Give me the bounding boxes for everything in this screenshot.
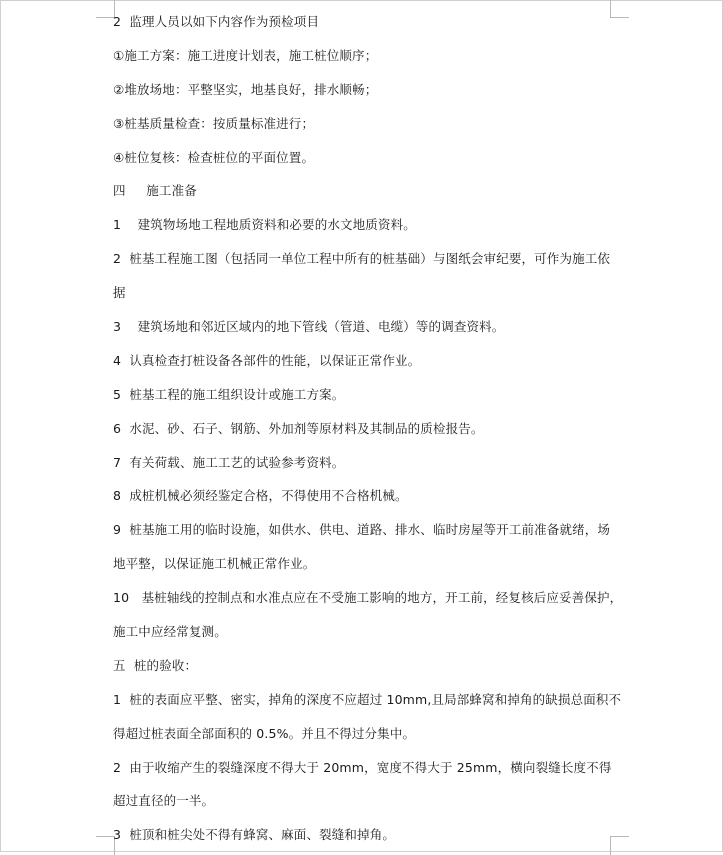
text-line: 2 由于收缩产生的裂缝深度不得大于 20mm，宽度不得大于 25mm，横向裂缝长度不得 — [113, 759, 612, 775]
text-line: 施工中应经常复测。 — [113, 624, 227, 640]
text-line: 8 成桩机械必须经鉴定合格，不得使用不合格机械。 — [113, 488, 408, 504]
text-line: 2 监理人员以如下内容作为预检项目 — [113, 14, 320, 29]
text-line: 超过直径的一半。 — [113, 793, 215, 809]
text-line: 7 有关荷载、施工工艺的试验参考资料。 — [113, 454, 345, 470]
section-heading: 五 桩的验收： — [113, 657, 198, 673]
text-line: 2 桩基工程施工图（包括同一单位工程中所有的桩基础）与图纸会审纪要，可作为施工依 — [113, 251, 611, 267]
text-line: 10 基桩轴线的控制点和水准点应在不受施工影响的地方，开工前，经复核后应妥善保护， — [113, 590, 623, 606]
text-line: 5 桩基工程的施工组织设计或施工方案。 — [113, 386, 345, 402]
text-line: ②堆放场地：平整坚实，地基良好，排水顺畅； — [113, 81, 378, 97]
section-heading: 四 施工准备 — [113, 183, 197, 199]
text-line: 据 — [113, 285, 126, 301]
text-line: ①施工方案：施工进度计划表，施工桩位顺序； — [113, 47, 378, 63]
text-line: ④桩位复核：检查桩位的平面位置。 — [113, 149, 315, 165]
text-line: 1 建筑物场地工程地质资料和必要的水文地质资料。 — [113, 217, 416, 233]
text-line: 4 认真检查打桩设备各部件的性能，以保证正常作业。 — [113, 352, 421, 368]
text-line: 3 桩顶和桩尖处不得有蜂窝、麻面、裂缝和掉角。 — [113, 827, 396, 843]
text-line: 9 桩基施工用的临时设施，如供水、供电、道路、排水、临时房屋等开工前准备就绪，场 — [113, 522, 611, 538]
text-line: 地平整，以保证施工机械正常作业。 — [113, 556, 316, 572]
text-line: 1 桩的表面应平整、密实，掉角的深度不应超过 10mm,且局部蜂窝和掉角的缺损总面积不 — [113, 691, 622, 707]
text-line: 得超过桩表面全部面积的 0.5%。并且不得过分集中。 — [113, 725, 416, 741]
text-line: 3 建筑场地和邻近区域内的地下管线（管道、电缆）等的调查资料。 — [113, 319, 505, 335]
document-body[interactable] — [113, 5, 623, 852]
text-line: 6 水泥、砂、石子、钢筋、外加剂等原材料及其制品的质检报告。 — [113, 420, 484, 436]
text-line: ③桩基质量检查：按质量标准进行； — [113, 115, 315, 131]
